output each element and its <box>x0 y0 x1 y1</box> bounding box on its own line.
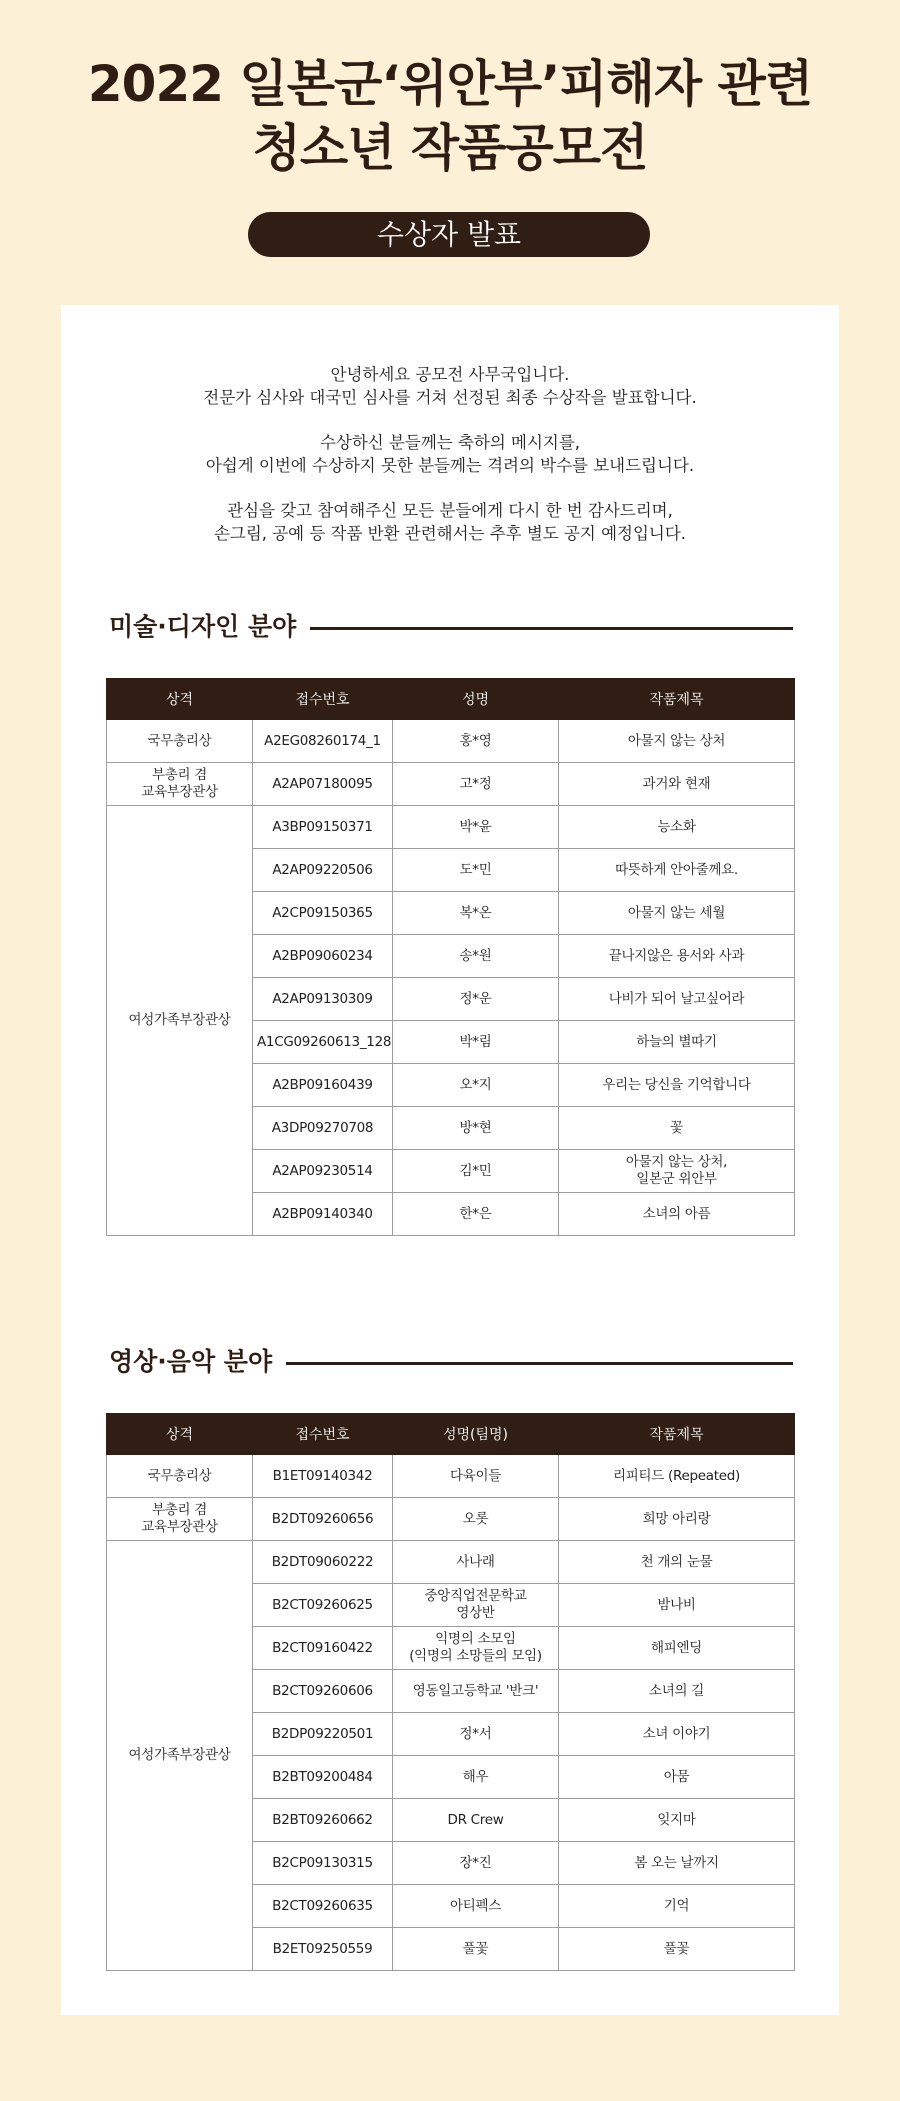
entrant-name <box>393 1627 559 1670</box>
section-heading-video <box>109 1345 793 1379</box>
entrant-name: 정*서 <box>393 1713 559 1756</box>
intro-paragraph <box>61 363 839 409</box>
section-title: 영상·음악 분야 <box>109 1345 286 1379</box>
entrant-name: 다육이들 <box>393 1455 559 1498</box>
work-title: 아뭄 <box>559 1756 795 1799</box>
award-line: 교육부장관상 <box>141 784 218 800</box>
entrant-name: 김*민 <box>393 1150 559 1193</box>
award-line: 부총리 겸 <box>152 767 207 783</box>
title-line: 아물지 않는 상처, <box>625 1154 728 1170</box>
entry-number: A2AP09220506 <box>253 849 393 892</box>
entry-number: A1CG09260613_128 <box>253 1021 393 1064</box>
table-row <box>107 806 795 849</box>
entrant-name: 아티펙스 <box>393 1885 559 1928</box>
content-card <box>61 305 839 2015</box>
entrant-name: 오롯 <box>393 1498 559 1541</box>
intro-line: 수상하신 분들께는 축하의 메시지를, <box>319 433 581 452</box>
entrant-name: 사나래 <box>393 1541 559 1584</box>
art-awards-table <box>106 678 795 1236</box>
award-cell <box>107 1498 253 1541</box>
entry-number: B2DT09060222 <box>253 1541 393 1584</box>
work-title: 풀꽃 <box>559 1928 795 1971</box>
entry-number: B2CT09260606 <box>253 1670 393 1713</box>
entry-number: B2CT09160422 <box>253 1627 393 1670</box>
entrant-name: 방*현 <box>393 1107 559 1150</box>
column-header: 접수번호 <box>253 679 393 720</box>
entry-number: A3BP09150371 <box>253 806 393 849</box>
entrant-name: 고*정 <box>393 763 559 806</box>
entrant-name: 해우 <box>393 1756 559 1799</box>
award-cell: 여성가족부장관상 <box>107 806 253 1236</box>
work-title: 천 개의 눈물 <box>559 1541 795 1584</box>
award-line: 부총리 겸 <box>152 1502 207 1518</box>
entrant-name: 정*운 <box>393 978 559 1021</box>
work-title <box>559 1150 795 1193</box>
table-row <box>107 763 795 806</box>
intro-line: 안녕하세요 공모전 사무국입니다. <box>330 365 570 384</box>
entry-number: A2AP09230514 <box>253 1150 393 1193</box>
intro-line: 전문가 심사와 대국민 심사를 거쳐 선정된 최종 수상작을 발표합니다. <box>203 388 697 407</box>
entrant-name <box>393 1584 559 1627</box>
work-title: 꽃 <box>559 1107 795 1150</box>
award-cell: 국무총리상 <box>107 1455 253 1498</box>
page-title-line1: 2022 일본군‘위안부’피해자 관련 <box>87 55 813 113</box>
announcement-badge: 수상자 발표 <box>248 212 650 257</box>
video-awards-table <box>106 1413 795 1971</box>
work-title: 하늘의 별따기 <box>559 1021 795 1064</box>
entrant-name: 영동일고등학교 '반크' <box>393 1670 559 1713</box>
entry-number: B2CP09130315 <box>253 1842 393 1885</box>
entry-number: B2CT09260635 <box>253 1885 393 1928</box>
entry-number: A2BP09160439 <box>253 1064 393 1107</box>
entry-number: B1ET09140342 <box>253 1455 393 1498</box>
work-title: 희망 아리랑 <box>559 1498 795 1541</box>
work-title: 소녀의 아픔 <box>559 1193 795 1236</box>
column-header: 작품제목 <box>559 1414 795 1455</box>
work-title: 아물지 않는 세월 <box>559 892 795 935</box>
entrant-name: 풀꽃 <box>393 1928 559 1971</box>
work-title: 따뜻하게 안아줄께요. <box>559 849 795 892</box>
award-line: 교육부장관상 <box>141 1519 218 1535</box>
column-header: 성명 <box>393 679 559 720</box>
column-header: 성명(팀명) <box>393 1414 559 1455</box>
work-title: 해피엔딩 <box>559 1627 795 1670</box>
entry-number: A2AP07180095 <box>253 763 393 806</box>
award-cell: 국무총리상 <box>107 720 253 763</box>
title-line: 일본군 위안부 <box>636 1171 717 1187</box>
work-title: 리피티드 (Repeated) <box>559 1455 795 1498</box>
entrant-name: 오*지 <box>393 1064 559 1107</box>
section-heading-art <box>109 610 793 644</box>
intro-line: 관심을 갖고 참여해주신 모든 분들에게 다시 한 번 감사드리며, <box>227 501 673 520</box>
intro-line: 손그림, 공예 등 작품 반환 관련해서는 추후 별도 공지 예정입니다. <box>213 524 687 543</box>
work-title: 잊지마 <box>559 1799 795 1842</box>
column-header: 상격 <box>107 1414 253 1455</box>
table-header-row <box>107 1414 795 1455</box>
work-title: 나비가 되어 날고싶어라 <box>559 978 795 1021</box>
name-line: 익명의 소모임 <box>435 1631 516 1647</box>
entry-number: A2BP09060234 <box>253 935 393 978</box>
intro-paragraph <box>61 499 839 545</box>
page-title-line2: 청소년 작품공모전 <box>252 119 648 177</box>
award-cell <box>107 763 253 806</box>
name-line: 중앙직업전문학교 <box>424 1588 527 1604</box>
name-line: 영상반 <box>456 1605 495 1621</box>
table-row <box>107 720 795 763</box>
work-title: 소녀 이야기 <box>559 1713 795 1756</box>
section-title: 미술·디자인 분야 <box>109 610 310 644</box>
table-row <box>107 1541 795 1584</box>
entry-number: B2BT09260662 <box>253 1799 393 1842</box>
work-title: 봄 오는 날까지 <box>559 1842 795 1885</box>
entrant-name: 박*윤 <box>393 806 559 849</box>
work-title: 밤나비 <box>559 1584 795 1627</box>
entrant-name: 홍*영 <box>393 720 559 763</box>
intro-paragraph <box>61 431 839 477</box>
entry-number: A2BP09140340 <box>253 1193 393 1236</box>
entry-number: B2DP09220501 <box>253 1713 393 1756</box>
entry-number: B2BT09200484 <box>253 1756 393 1799</box>
work-title: 능소화 <box>559 806 795 849</box>
award-cell: 여성가족부장관상 <box>107 1541 253 1971</box>
work-title: 아물지 않는 상처 <box>559 720 795 763</box>
entrant-name: 도*민 <box>393 849 559 892</box>
entrant-name: 장*진 <box>393 1842 559 1885</box>
entrant-name: 박*림 <box>393 1021 559 1064</box>
name-line: (익명의 소망들의 모임) <box>409 1648 542 1664</box>
entry-number: A2CP09150365 <box>253 892 393 935</box>
table-row <box>107 1455 795 1498</box>
intro-text <box>61 363 839 567</box>
column-header: 접수번호 <box>253 1414 393 1455</box>
entrant-name: 송*원 <box>393 935 559 978</box>
entry-number: A3DP09270708 <box>253 1107 393 1150</box>
table-row <box>107 1498 795 1541</box>
work-title: 소녀의 길 <box>559 1670 795 1713</box>
entry-number: A2AP09130309 <box>253 978 393 1021</box>
intro-line: 아쉽게 이번에 수상하지 못한 분들께는 격려의 박수를 보내드립니다. <box>205 456 695 475</box>
entry-number: B2ET09250559 <box>253 1928 393 1971</box>
entry-number: B2CT09260625 <box>253 1584 393 1627</box>
table-header-row <box>107 679 795 720</box>
work-title: 끝나지않은 용서와 사과 <box>559 935 795 978</box>
work-title: 기억 <box>559 1885 795 1928</box>
column-header: 작품제목 <box>559 679 795 720</box>
entrant-name: DR Crew <box>393 1799 559 1842</box>
entrant-name: 복*온 <box>393 892 559 935</box>
work-title: 과거와 현재 <box>559 763 795 806</box>
work-title: 우리는 당신을 기억합니다 <box>559 1064 795 1107</box>
entry-number: A2EG08260174_1 <box>253 720 393 763</box>
entry-number: B2DT09260656 <box>253 1498 393 1541</box>
column-header: 상격 <box>107 679 253 720</box>
entrant-name: 한*은 <box>393 1193 559 1236</box>
